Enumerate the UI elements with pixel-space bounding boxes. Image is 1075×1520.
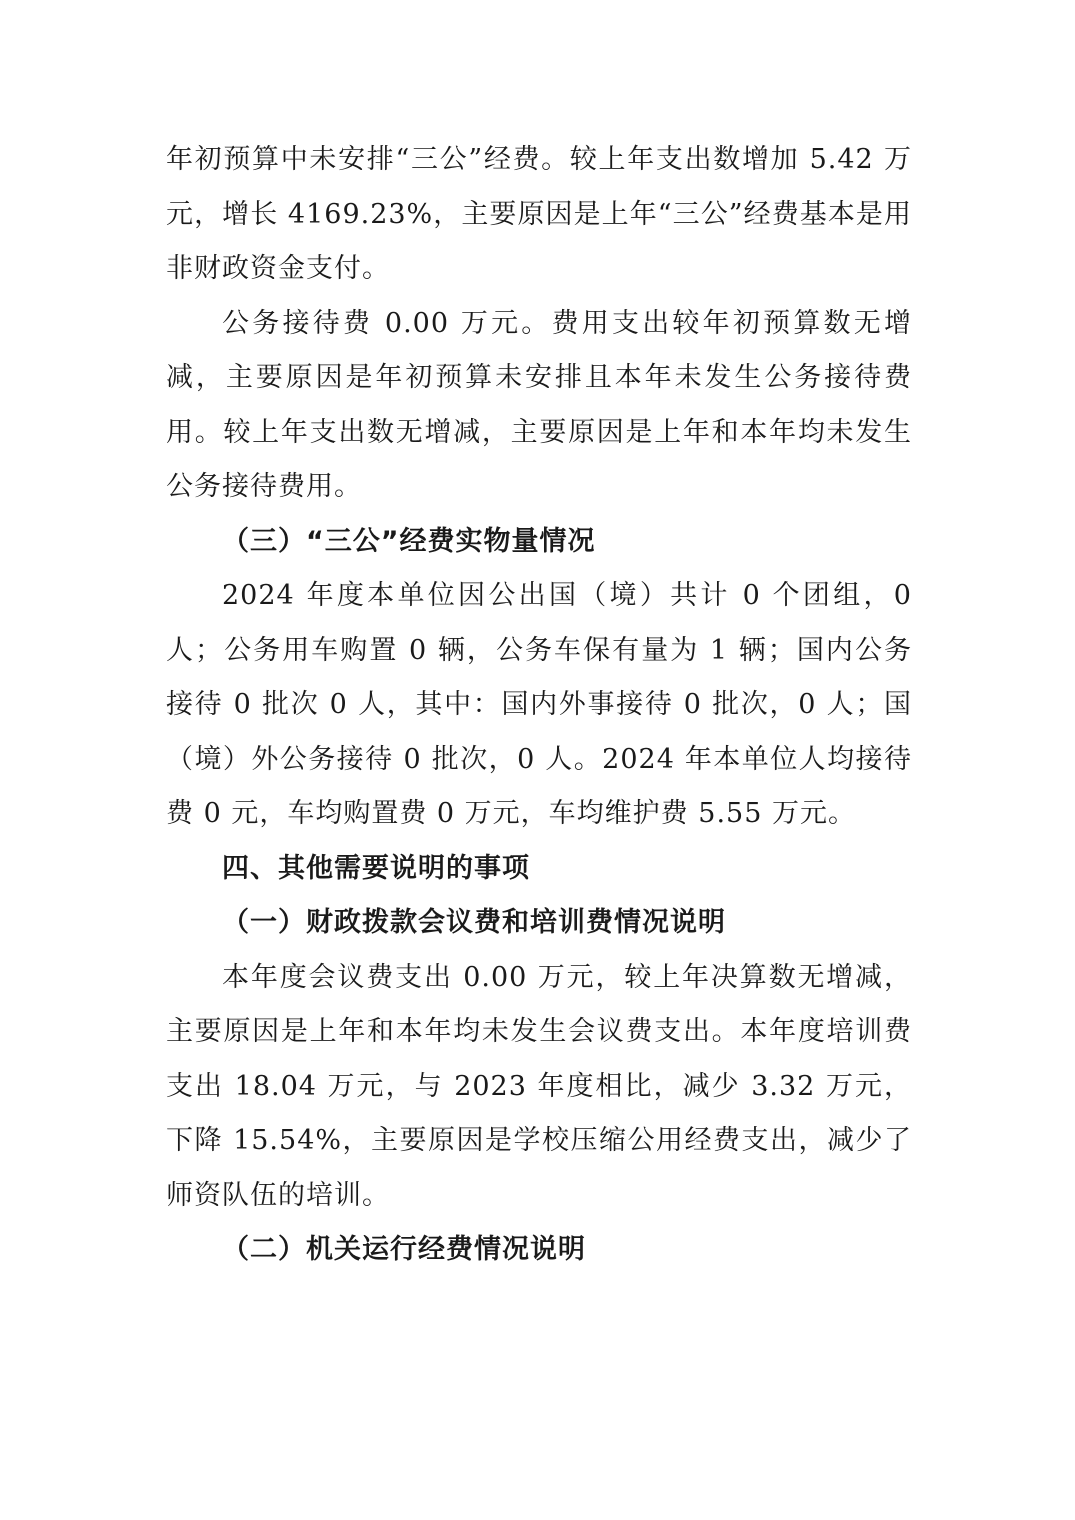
paragraph-sangong-budget: 年初预算中未安排“三公”经费。较上年支出数增加 5.42 万元，增长 4169.23%，主要原因是上年“三公”经费基本是用非财政资金支付。 <box>166 144 912 284</box>
heading-other-matters: 四、其他需要说明的事项 <box>222 852 530 884</box>
heading-meeting-training-fee: （一）财政拨款会议费和培训费情况说明 <box>222 907 726 938</box>
paragraph-meeting-training-fee: 本年度会议费支出 0.00 万元，较上年决算数无增减，主要原因是上年和本年均未发生会议费支出。本年度培训费支出 18.04 万元，与 2023 年度相比，减少 3.32 万元，下降 15.54%，主要原因是学校压缩公用经费支出，减少了师资队伍的培训。 <box>166 961 912 1211</box>
heading-operating-expenses: （二）机关运行经费情况说明 <box>222 1234 586 1265</box>
paragraph-reception-fee: 公务接待费 0.00 万元。费用支出较年初预算数无增减，主要原因是年初预算未安排且本年未发生公务接待费用。较上年支出数无增减，主要原因是上年和本年均未发生公务接待费用。 <box>166 307 912 502</box>
heading-physical-quantity: （三）“三公”经费实物量情况 <box>222 525 596 557</box>
document-body <box>166 133 912 1278</box>
paragraph-physical-quantity: 2024 年度本单位因公出国（境）共计 0 个团组，0 人；公务用车购置 0 辆，公务车保有量为 1 辆；国内公务接待 0 批次 0 人，其中：国内外事接待 0 批次，0 人；国（境）外公务接待 0 批次，0 人。2024 年本单位人均接待费 0 元，车均购置费 0 万元，车均维护费 5.55 万元。 <box>166 580 912 829</box>
